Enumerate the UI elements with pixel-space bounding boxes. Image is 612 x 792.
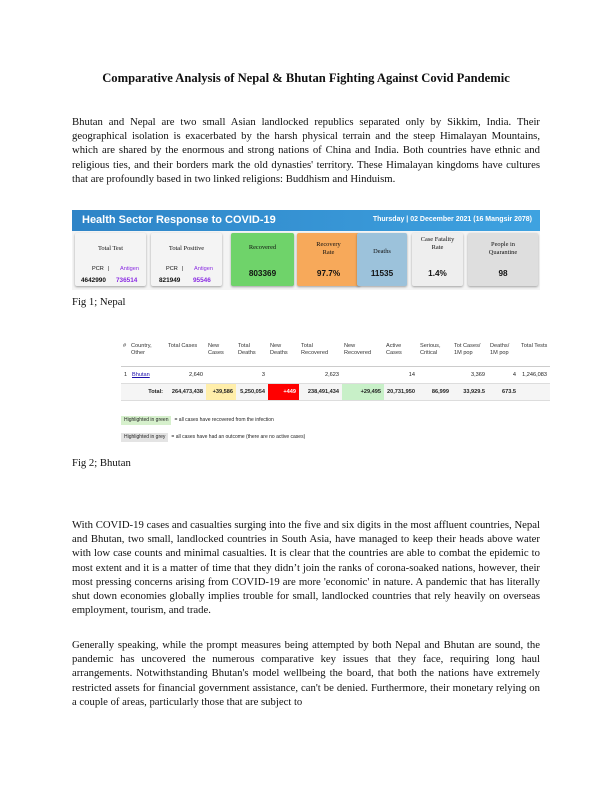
card-value-pcr: 4642990 (81, 277, 106, 284)
card-people-in-quarantine (468, 233, 538, 286)
card-sub-sep: | (108, 266, 110, 272)
table-cell: 2,640 (166, 366, 206, 383)
column-header[interactable]: # (121, 340, 129, 366)
card-total-test (75, 233, 146, 286)
document-title: Comparative Analysis of Nepal & Bhutan Fighting Against Covid Pandemic (102, 71, 510, 85)
table-cell (206, 366, 236, 383)
legend-note-green (121, 416, 274, 425)
dashboard-title: Health Sector Response to COVID-19 (82, 214, 276, 226)
card-label: Total Test (97, 245, 124, 252)
card-sub-pcr: PCR (166, 266, 178, 272)
dashboard-header (72, 210, 540, 231)
card-total-positive (151, 233, 222, 286)
legend-note-grey (121, 433, 305, 442)
column-header[interactable]: New Cases (206, 340, 236, 366)
card-value-pcr: 821949 (159, 277, 181, 284)
table-cell (342, 366, 384, 383)
card-label: Recovery Rate (316, 241, 341, 256)
column-header[interactable]: New Recovered (342, 340, 384, 366)
country-link[interactable]: Bhutan (129, 366, 166, 383)
column-header[interactable]: Total Tests (519, 340, 550, 366)
table-cell: 5,250,054 (236, 383, 268, 400)
column-header[interactable]: Deaths/ 1M pop (488, 340, 519, 366)
table-cell-new-cases: +39,586 (206, 383, 236, 400)
table-cell: 238,491,434 (299, 383, 342, 400)
table-row (121, 366, 550, 383)
card-recovery-rate (297, 233, 360, 286)
card-label: Total Positive (168, 245, 205, 252)
legend-swatch-green: Highlighted in green (121, 416, 171, 425)
card-deaths (357, 233, 407, 286)
table-cell: 86,999 (418, 383, 452, 400)
table-cell (268, 366, 299, 383)
table-cell: 14 (384, 366, 418, 383)
table-cell-new-recovered: +29,495 (342, 383, 384, 400)
card-label: People in Quarantine (488, 241, 518, 256)
table-cell: 3,369 (452, 366, 488, 383)
table-cell: 4 (488, 366, 519, 383)
table-total-row (121, 383, 550, 400)
column-header[interactable]: New Deaths (268, 340, 299, 366)
card-value-antigen: 736514 (116, 277, 138, 284)
table-cell: 673.5 (488, 383, 519, 400)
table-cell: Total: (129, 383, 166, 400)
card-recovered (231, 233, 294, 286)
intro-paragraph: Bhutan and Nepal are two small Asian landlocked republics separated only by Sikkim, India. Their geographical isolation is exacerbated by the harsh physical terrain and the steep Himalayan Mountains, which are shared by the enormous and strong nations of China and India. Both countries have ethnic and religious ties, and their borders mark the old dynasties' territory. These Himalayan kingdoms have cultures that are profoundly based in two linked religions: Buddhism and Hinduism. (72, 116, 540, 185)
table-cell: 2,623 (299, 366, 342, 383)
card-value: 97.7% (316, 269, 341, 278)
legend-text: = all cases have recovered from the infection (174, 417, 274, 423)
card-label: Recovered (248, 244, 277, 251)
card-value: 803369 (248, 269, 277, 278)
dashboard-date: Thursday | 02 December 2021 (16 Mangsir 2078) (372, 216, 532, 223)
table-cell-new-deaths: +449 (268, 383, 299, 400)
column-header[interactable]: Country, Other (129, 340, 166, 366)
card-sub-sep: | (182, 266, 184, 272)
covid-table (121, 340, 550, 401)
column-header[interactable]: Total Cases (166, 340, 206, 366)
body-paragraph-1: With COVID-19 cases and casualties surging into the five and six digits in the most affluent countries, Nepal and Bhutan, two small, landlocked countries in South Asia, have managed to keep their heads above water with low case counts and minimal casualties. It is clear that the countries are able to combat the epidemic to most extent and it is a matter of time that they didn’t join the ranks of corona-soaked nations, however, their most pressing concerns arising from COVID-19 are more 'economic' in nature. A pandemic that has literally shut down economies globally implies trouble for small, landlocked countries that rely heavily on overseas employment, tourism, and trade. (72, 519, 540, 617)
nepal-dashboard-figure (72, 210, 540, 290)
table-cell (121, 383, 129, 400)
table-cell: 1,246,083 (519, 366, 550, 383)
column-header[interactable]: Total Recovered (299, 340, 342, 366)
table-cell: 264,473,438 (166, 383, 206, 400)
card-sub-antigen: Antigen (194, 266, 213, 272)
table-cell: 20,731,950 (384, 383, 418, 400)
column-header[interactable]: Serious, Critical (418, 340, 452, 366)
card-label: Deaths (373, 248, 391, 255)
card-value-antigen: 95546 (193, 277, 211, 284)
bhutan-table-figure (121, 340, 548, 446)
table-header-row (121, 340, 550, 366)
card-sub-pcr: PCR (92, 266, 104, 272)
card-value: 11535 (370, 269, 394, 278)
column-header[interactable]: Tot Cases/ 1M pop (452, 340, 488, 366)
table-cell (519, 383, 550, 400)
column-header[interactable]: Active Cases (384, 340, 418, 366)
column-header[interactable]: Total Deaths (236, 340, 268, 366)
card-sub-antigen: Antigen (120, 266, 139, 272)
table-cell: 33,929.5 (452, 383, 488, 400)
table-cell: 3 (236, 366, 268, 383)
table-cell (418, 366, 452, 383)
card-label: Case Fatality Rate (420, 236, 455, 251)
card-value: 1.4% (428, 269, 447, 278)
legend-swatch-grey: Highlighted in grey (121, 433, 168, 442)
card-case-fatality-rate (412, 233, 463, 286)
figure-1-caption: Fig 1; Nepal (72, 296, 126, 308)
body-paragraph-2: Generally speaking, while the prompt measures being attempted by both Nepal and Bhutan are sound, the pandemic has uncovered the numerous comparative key issues that they face, requiring long haul arrangements. Notwithstanding Bhutan's model wellbeing the board, that both the nations have extremely restricted assets for financial government assistance, can't be denied. Furthermore, their monetary relying on a couple of areas, particularly those that are subject to (72, 639, 540, 708)
figure-2-caption: Fig 2; Bhutan (72, 457, 131, 469)
legend-text: = all cases have had an outcome (there are no active cases) (171, 434, 306, 440)
card-value: 98 (498, 269, 508, 278)
table-cell: 1 (121, 366, 129, 383)
